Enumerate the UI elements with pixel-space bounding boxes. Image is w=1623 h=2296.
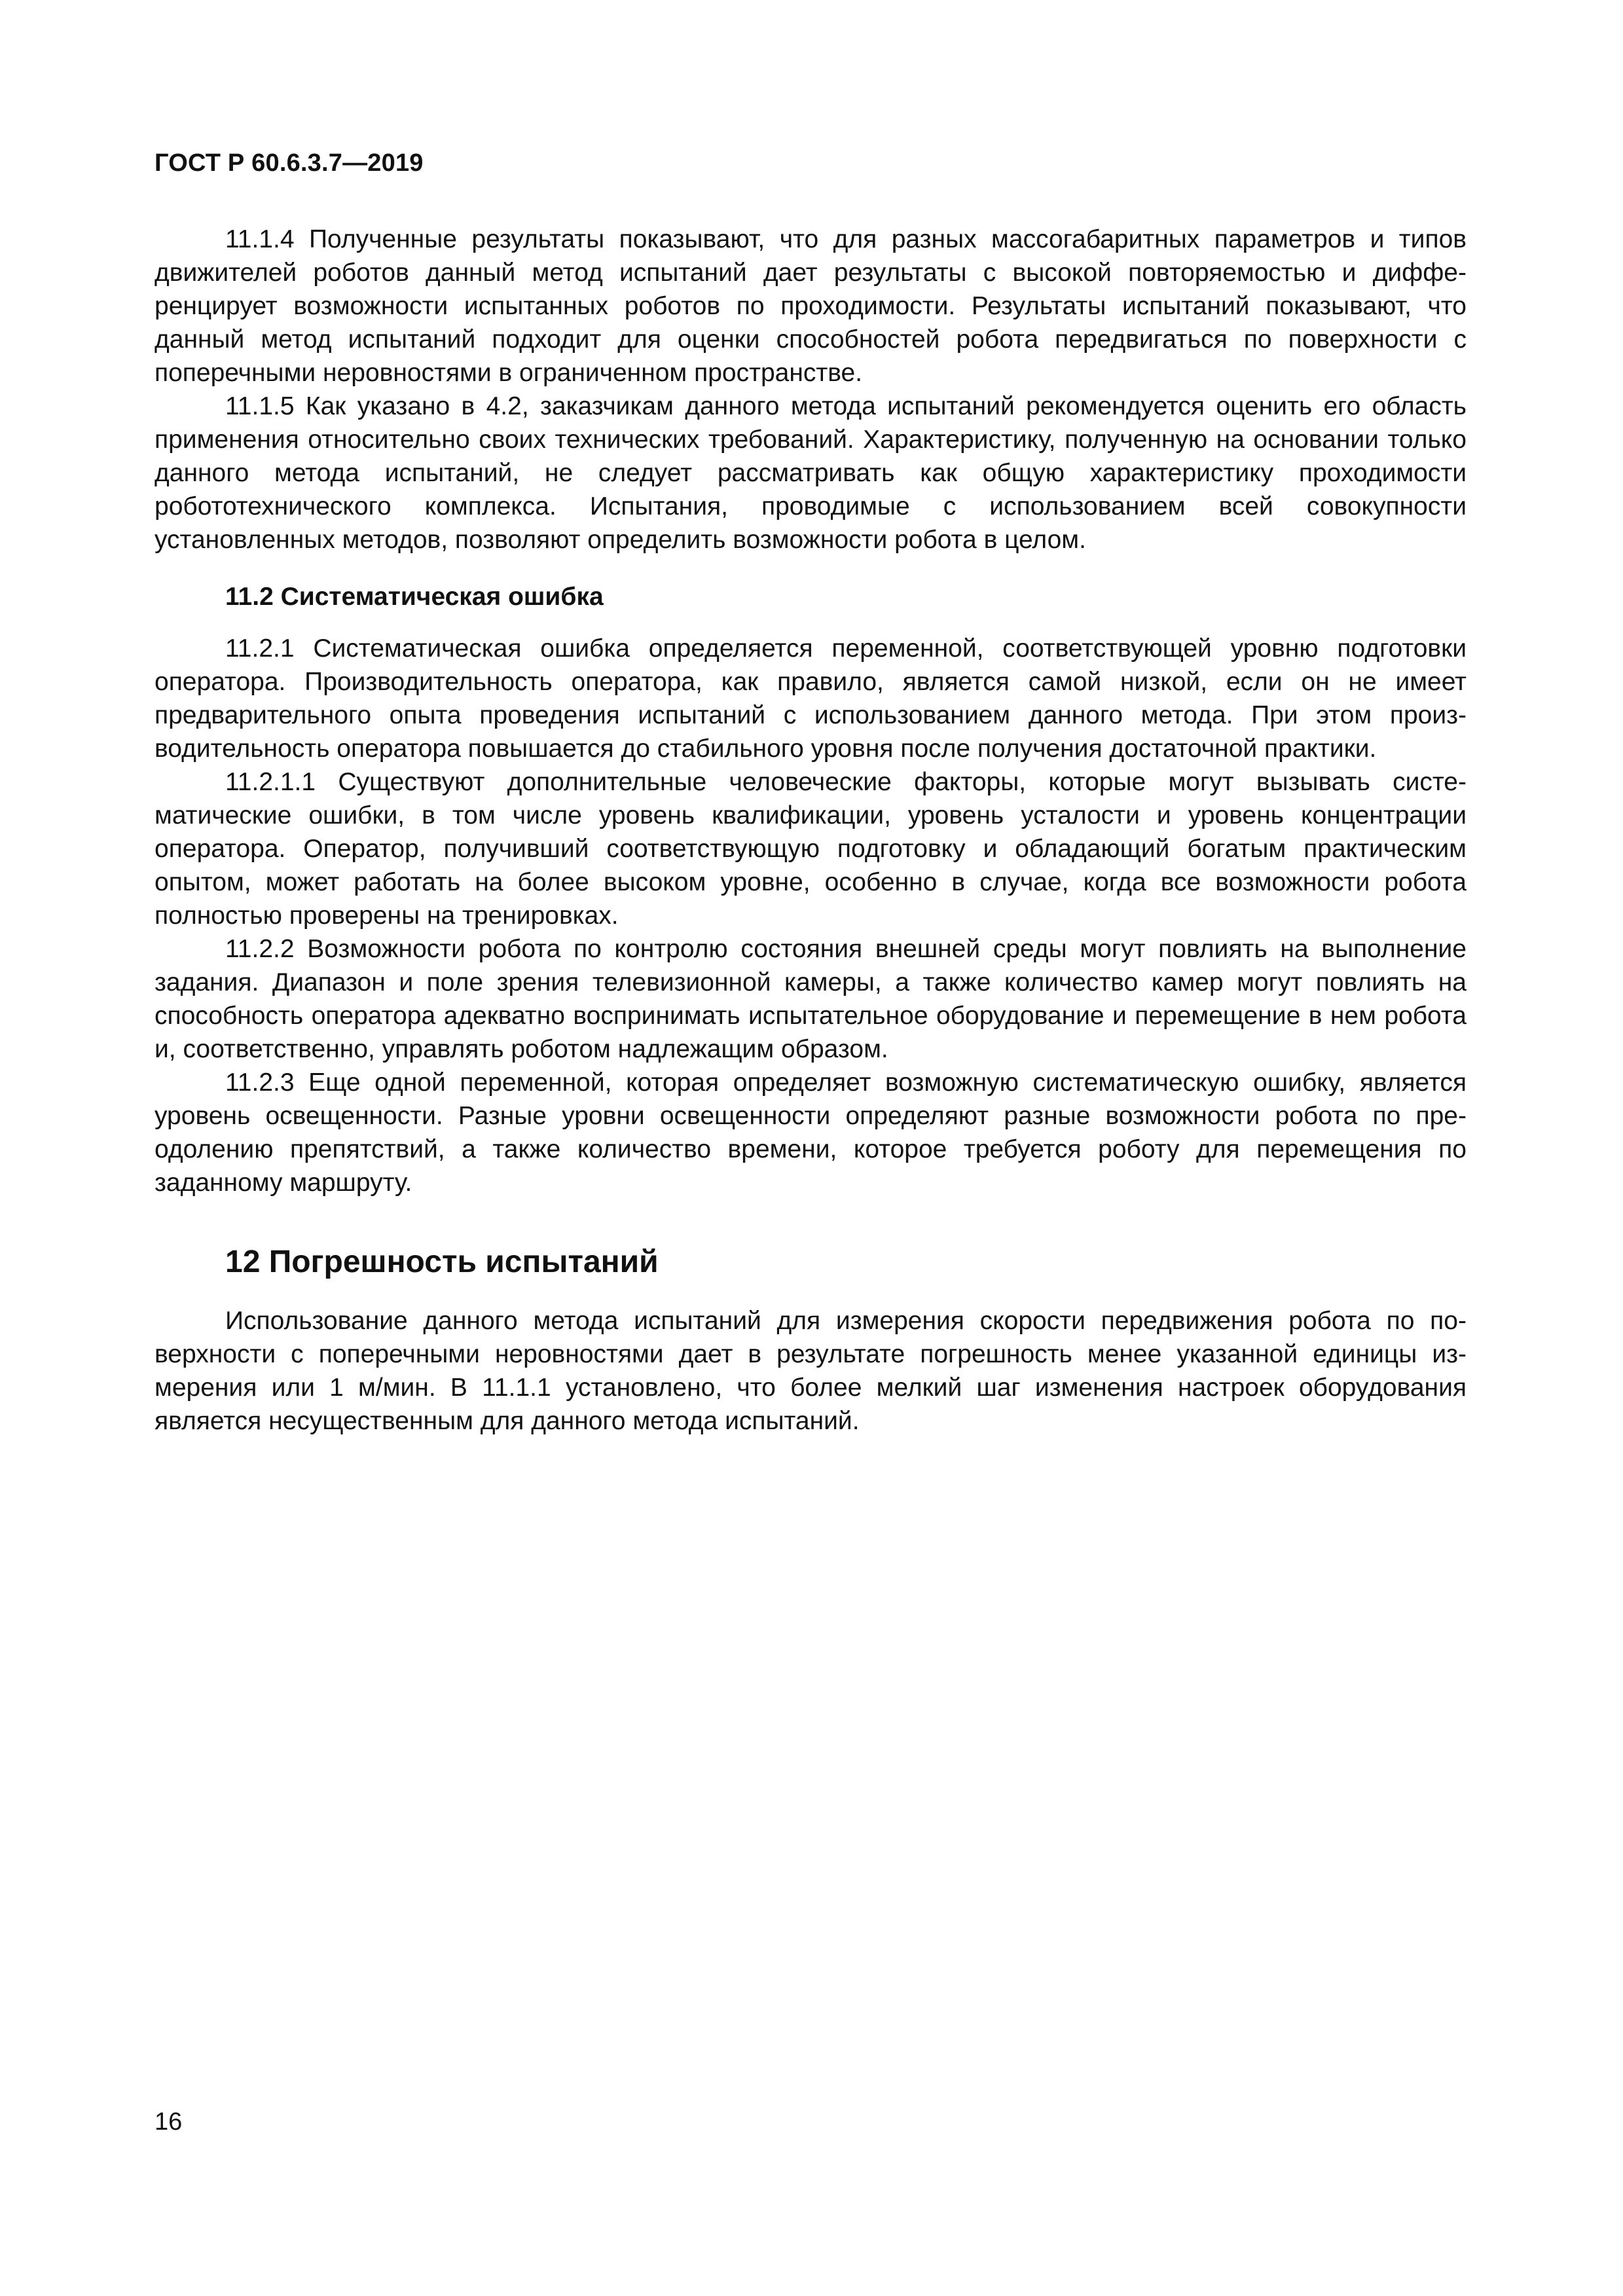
standard-header: ГОСТ Р 60.6.3.7—2019 [155, 149, 424, 177]
paragraph-11-1-4: 11.1.4 Полученные результаты показывают, что для разных массогабаритных параметров и типов движителей роботов данный метод испытаний дает результаты с высокой повторяемостью и дифференцирует возможности испытанных роботов по проходимости. Результаты испытаний показывают, что данный метод испытаний подходит для оценки способностей робота передвигаться по поверхности с поперечными неровностями в ограниченном пространстве. [155, 225, 1467, 387]
paragraph-11-2-1: 11.2.1 Систематическая ошибка определяется переменной, соответствующей уровню подготовки оператора. Производительность оператора, как правило, является самой низкой, если он не имеет предварительного опыта проведения испытаний с использованием данного метода. При этом производительность оператора повышается до стабильного уровня после получения достаточной практики. [155, 634, 1467, 763]
paragraph-12: Использование данного метода испытаний для измерения скорости передвижения робота по поверхности с поперечными неровностями дает в результате погрешность менее указанной единицы измерения или 1 м/мин. В 11.1.1 установлено, что более мелкий шаг изменения настроек оборудования является несущественным для данного метода испытаний. [155, 1307, 1467, 1435]
paragraph-11-2-3: 11.2.3 Еще одной переменной, которая определяет возможную систематическую ошибку, является уровень освещенности. Разные уровни освещенности определяют разные возможности робота по преодолению препятствий, а также количество времени, которое требуется роботу для перемещения по заданному маршруту. [155, 1068, 1467, 1197]
paragraph-11-2-2: 11.2.2 Возможности робота по контролю состояния внешней среды могут повлиять на выполнение задания. Диапазон и поле зрения телевизионной камеры, а также количество камер могут повлиять на способность оператора адекватно воспринимать испытательное оборудование и перемещение в нем робота и, соответственно, управлять роботом надлежащим образом. [155, 935, 1467, 1063]
section-heading-12: 12 Погрешность испытаний [225, 1245, 659, 1279]
paragraph-11-2-1-1: 11.2.1.1 Существуют дополнительные человеческие факторы, которые могут вызывать систематические ошибки, в том числе уровень квалификации, уровень усталости и уровень концентрации оператора. Оператор, получивший соответствующую подготовку и обладающий богатым практическим опытом, может работать на более высоком уровне, особенно в случае, когда все возможности робота полностью проверены на тренировках. [155, 768, 1467, 930]
page-content [155, 223, 1467, 1438]
paragraph-11-1-5: 11.1.5 Как указано в 4.2, заказчикам данного метода испытаний рекомендуется оценить его область применения относительно своих технических требований. Характеристику, полученную на основании только данного метода испытаний, не следует рассматривать как общую характеристику проходимости робототехнического комплекса. Испытания, проводимые с использованием всей совокупности установленных методов, позволяют определить возможности робота в целом. [155, 392, 1467, 554]
page-number: 16 [155, 2108, 183, 2136]
subsection-heading-11-2: 11.2 Систематическая ошибка [225, 583, 604, 611]
